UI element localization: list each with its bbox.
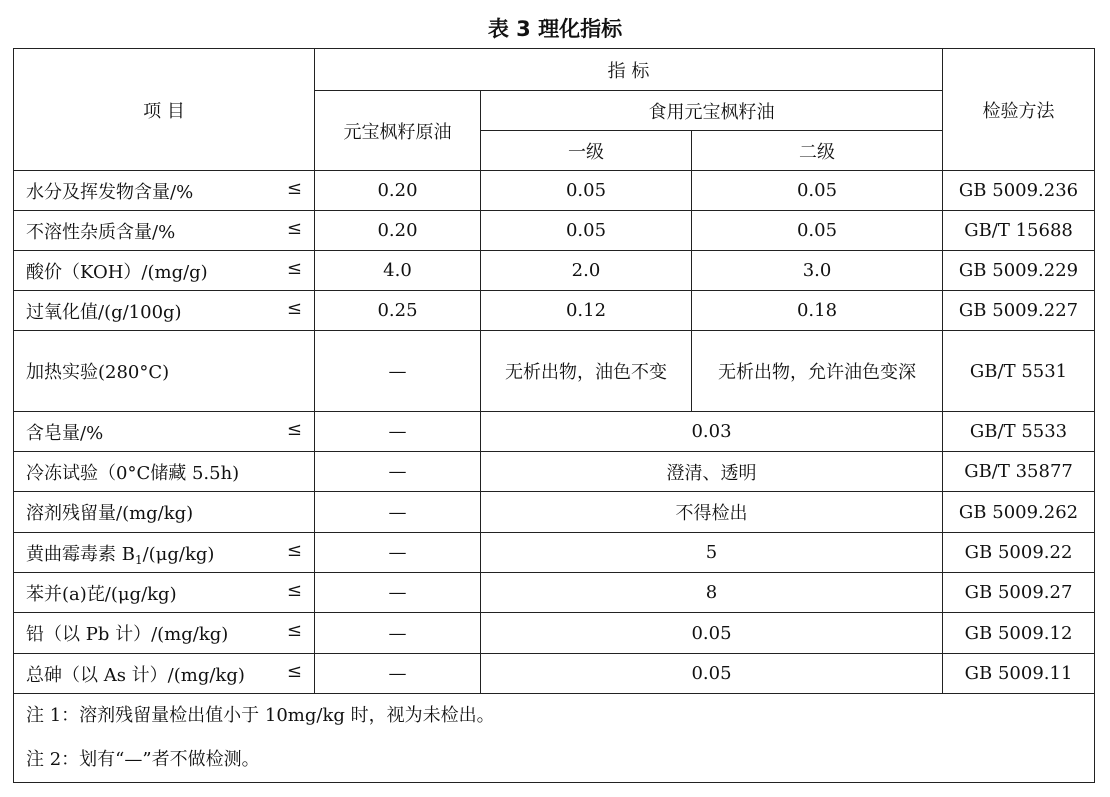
table-row: [14, 452, 1095, 492]
cell-edible-value: 5: [481, 533, 943, 573]
le-symbol: ≤: [286, 418, 302, 440]
cell-grade-2: 3.0: [692, 251, 943, 291]
cell-grade-2: 0.18: [692, 291, 943, 331]
cell-method: GB/T 5533: [943, 412, 1095, 452]
cell-grade-1: 0.12: [481, 291, 692, 331]
physicochemical-table: [13, 48, 1095, 783]
cell-edible-value: 0.05: [481, 613, 943, 654]
row-item: 加热实验(280°C): [26, 362, 170, 383]
row-item: 溶剂残留量/(mg/kg): [26, 503, 194, 524]
cell-method: GB 5009.229: [943, 251, 1095, 291]
note-2: 注 2：划有“—”者不做检测。: [26, 749, 260, 770]
le-symbol: ≤: [286, 579, 302, 601]
le-symbol: ≤: [286, 257, 302, 279]
cell-grade-1: 0.05: [481, 211, 692, 251]
cell-grade-1: 0.05: [481, 171, 692, 211]
cell-method: GB 5009.22: [943, 533, 1095, 573]
cell-crude: 0.20: [315, 171, 481, 211]
cell-method: GB 5009.27: [943, 573, 1095, 613]
cell-grade-1: 2.0: [481, 251, 692, 291]
cell-method: GB/T 15688: [943, 211, 1095, 251]
le-symbol: ≤: [286, 217, 302, 239]
cell-crude: 0.25: [315, 291, 481, 331]
cell-edible-value: 8: [481, 573, 943, 613]
cell-method: GB/T 35877: [943, 452, 1095, 492]
table-row: [14, 291, 1095, 331]
row-item: 不溶性杂质含量/%: [26, 221, 176, 243]
table-row: [14, 251, 1095, 291]
cell-method: GB 5009.262: [943, 492, 1095, 533]
cell-method: GB 5009.11: [943, 654, 1095, 694]
cell-crude: 4.0: [315, 251, 481, 291]
cell-edible-value: 0.03: [481, 412, 943, 452]
table-row: [14, 412, 1095, 452]
cell-grade-1: 无析出物，油色不变: [481, 331, 692, 412]
cell-method: GB 5009.12: [943, 613, 1095, 654]
cell-crude: —: [315, 573, 481, 613]
subscript: 1: [134, 552, 143, 567]
cell-crude: —: [315, 452, 481, 492]
cell-edible-value: 不得检出: [481, 492, 943, 533]
row-item: 苯并(a)芘/(μg/kg): [26, 583, 177, 605]
cell-crude: —: [315, 533, 481, 573]
row-item: 水分及挥发物含量/%: [26, 181, 194, 203]
table-row: [14, 573, 1095, 613]
note-1: 注 1：溶剂残留量检出值小于 10mg/kg 时，视为未检出。: [26, 705, 495, 726]
le-symbol: ≤: [286, 297, 302, 319]
header-grade-2: 二级: [692, 131, 943, 171]
row-item: 总砷（以 As 计）/(mg/kg): [26, 664, 245, 686]
header-grade-1: 一级: [481, 131, 692, 171]
cell-crude: —: [315, 492, 481, 533]
cell-method: GB 5009.236: [943, 171, 1095, 211]
cell-method: GB 5009.227: [943, 291, 1095, 331]
cell-method: GB/T 5531: [943, 331, 1095, 412]
row-item: 酸价（KOH）/(mg/g): [26, 261, 208, 283]
header-crude-oil: 元宝枫籽原油: [315, 91, 481, 171]
le-symbol: ≤: [286, 620, 302, 641]
cell-crude: 0.20: [315, 211, 481, 251]
table-row: [14, 171, 1095, 211]
table-row: [14, 492, 1095, 533]
row-item: 冷冻试验（0°C储藏 5.5h): [26, 462, 240, 484]
cell-crude: —: [315, 412, 481, 452]
table-row: [14, 533, 1095, 573]
row-item: 铅（以 Pb 计）/(mg/kg): [26, 624, 229, 645]
le-symbol: ≤: [286, 177, 302, 199]
cell-crude: —: [315, 654, 481, 694]
header-method: 检验方法: [943, 49, 1095, 171]
header-indicator: 指 标: [315, 49, 943, 91]
cell-grade-2: 无析出物，允许油色变深: [692, 331, 943, 412]
cell-crude: —: [315, 613, 481, 654]
cell-grade-2: 0.05: [692, 211, 943, 251]
header-item: 项 目: [14, 49, 315, 171]
le-symbol: ≤: [286, 539, 302, 561]
le-symbol: ≤: [286, 660, 302, 682]
row-item: [26, 540, 214, 566]
table-row: [14, 331, 1095, 412]
row-item-text: 黄曲霉毒素 B: [26, 543, 135, 565]
table-row: [14, 211, 1095, 251]
cell-edible-value: 澄清、透明: [481, 452, 943, 492]
cell-crude: —: [315, 331, 481, 412]
row-item: 含皂量/%: [26, 422, 104, 444]
notes-row: [14, 694, 1095, 783]
cell-grade-2: 0.05: [692, 171, 943, 211]
header-edible-oil: 食用元宝枫籽油: [481, 91, 943, 131]
table-row: [14, 654, 1095, 694]
cell-edible-value: 0.05: [481, 654, 943, 694]
table-row: [14, 613, 1095, 654]
row-item-unit: /(μg/kg): [142, 543, 215, 565]
row-item: 过氧化值/(g/100g): [26, 301, 182, 323]
table-title: 表 3 理化指标: [487, 17, 623, 41]
